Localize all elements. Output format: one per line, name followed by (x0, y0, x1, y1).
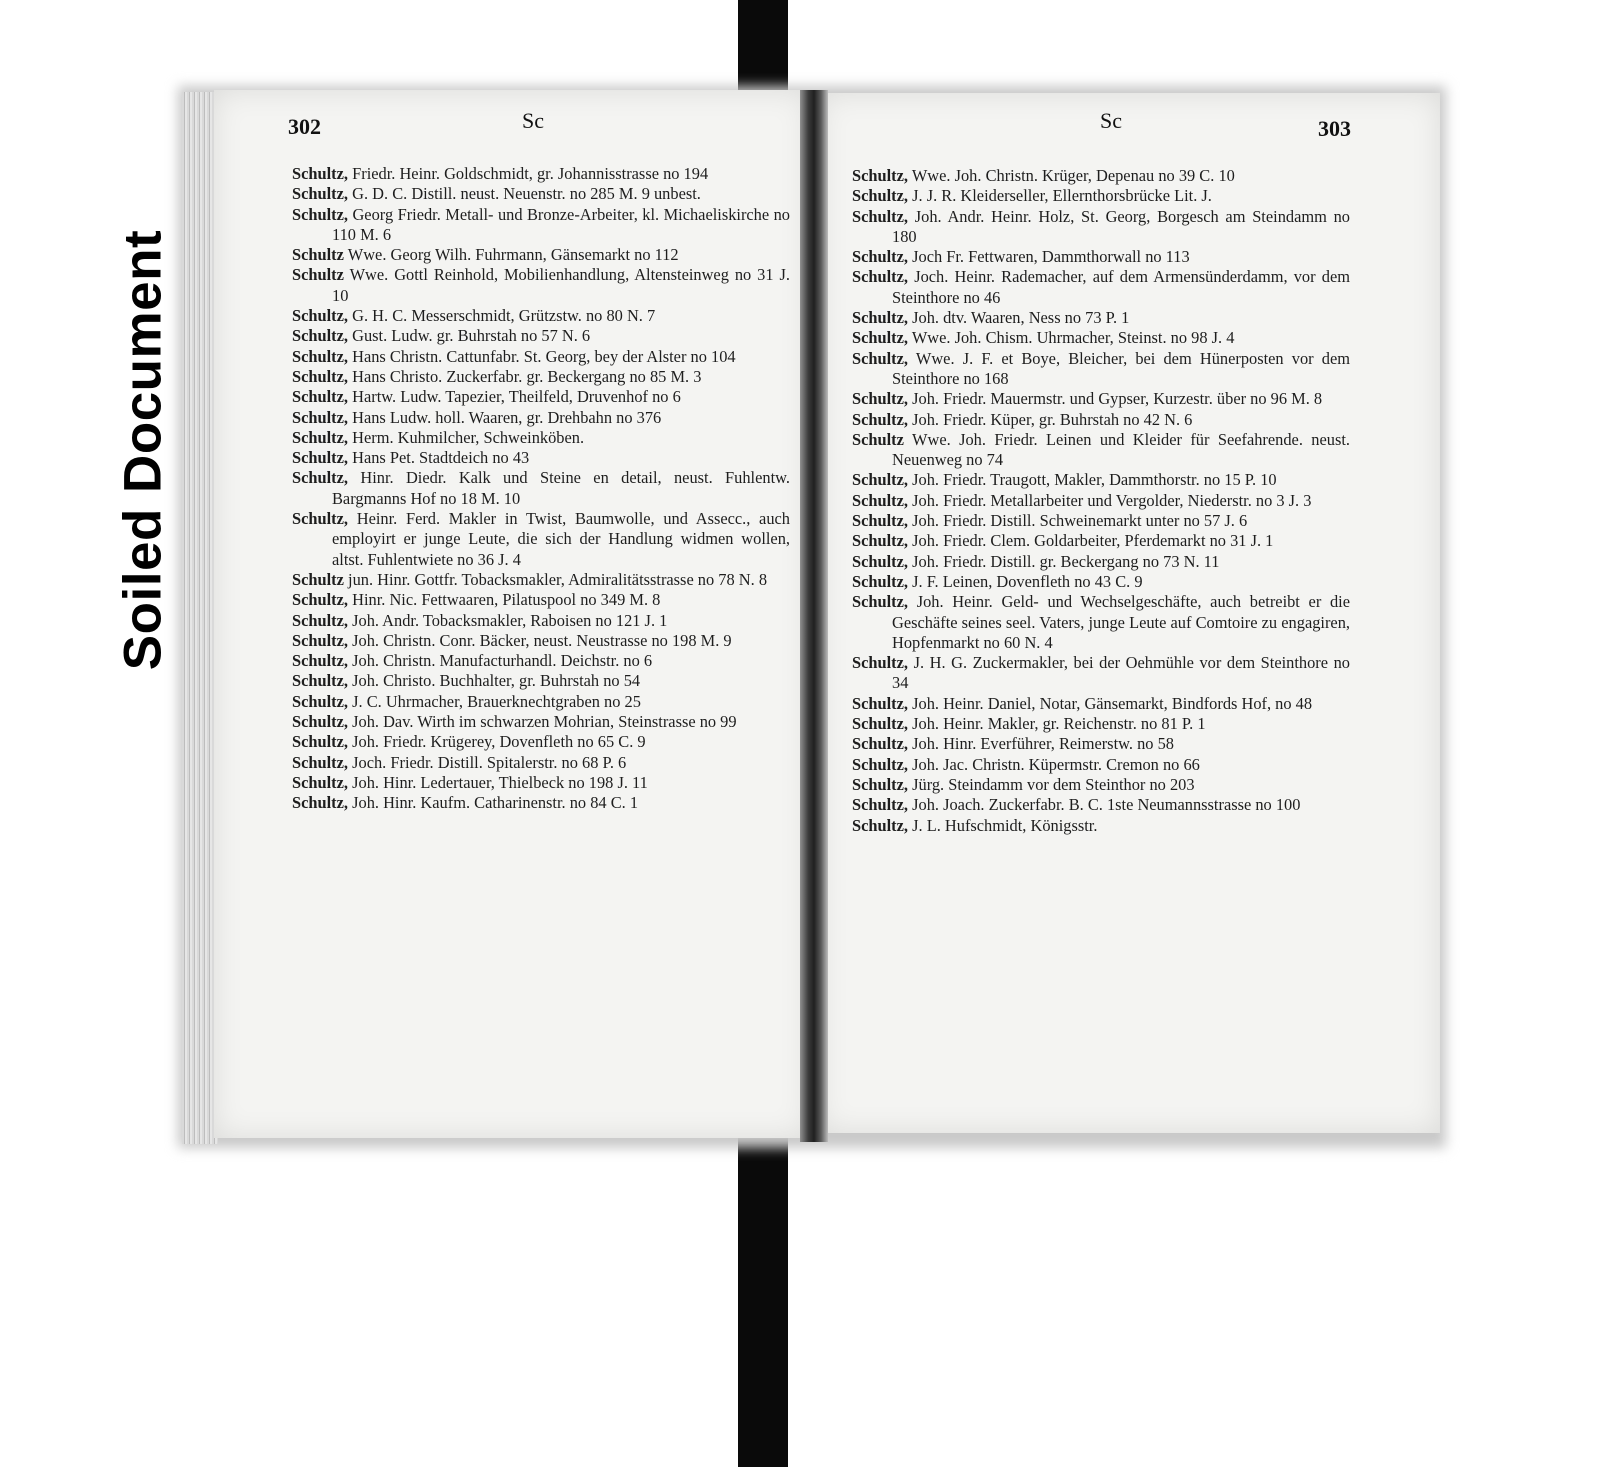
directory-entry (852, 552, 1350, 572)
directory-entry (852, 491, 1350, 511)
directory-entry (292, 671, 790, 691)
left-page-number: 302 (288, 114, 321, 139)
directory-entry (852, 531, 1350, 551)
entry-details: Joh. Hinr. Kaufm. Catharinenstr. no 84 C. 1 (352, 793, 639, 813)
entry-details: Joch Fr. Fettwaren, Dammthorwall no 113 (912, 247, 1190, 267)
entry-surname: Schultz, (852, 795, 909, 815)
directory-entry (292, 712, 790, 732)
entry-details: Hinr. Diedr. Kalk und Steine en detail, neust. Fuhlentw. Bargmanns Hof no 18 M. 10 (332, 468, 790, 508)
directory-entry (292, 773, 790, 793)
entry-surname: Schultz, (292, 387, 349, 407)
directory-entry (852, 775, 1350, 795)
directory-entry (292, 753, 790, 773)
directory-entry (852, 470, 1350, 490)
soiled-document-stamp: Soiled Document (113, 229, 173, 671)
directory-entry (292, 468, 790, 509)
entry-details: Joh. Friedr. Mauermstr. und Gypser, Kurzestr. über no 96 M. 8 (912, 389, 1323, 409)
left-directory-entries (292, 164, 790, 814)
entry-details: Gust. Ludw. gr. Buhrstah no 57 N. 6 (352, 326, 591, 346)
directory-entry (292, 387, 790, 407)
entry-surname: Schultz, (852, 267, 909, 287)
entry-surname: Schultz (292, 265, 344, 285)
entry-details: Joh. Hinr. Everführer, Reimerstw. no 58 (912, 734, 1174, 754)
directory-entry (852, 247, 1350, 267)
directory-entry (292, 326, 790, 346)
directory-entry (852, 755, 1350, 775)
entry-details: Joh. Joach. Zuckerfabr. B. C. 1ste Neumannsstrasse no 100 (912, 795, 1301, 815)
entry-surname: Schultz, (852, 470, 909, 490)
entry-surname: Schultz, (852, 551, 909, 571)
directory-entry (852, 328, 1350, 348)
entry-details: Georg Friedr. Metall- und Bronze-Arbeiter, kl. Michaeliskirche no 110 M. 6 (332, 204, 790, 244)
entry-details: Hans Pet. Stadtdeich no 43 (352, 448, 530, 468)
directory-entry (852, 572, 1350, 592)
entry-surname: Schultz, (852, 571, 909, 591)
entry-details: J. J. R. Kleiderseller, Ellernthorsbrücke Lit. J. (912, 186, 1212, 206)
directory-entry (852, 308, 1350, 328)
entry-details: Heinr. Ferd. Makler in Twist, Baumwolle, und Assecc., auch employirt er junge Leute, die sich der Handlung widmen wollen, altst. Fuhlentwiete no 36 J. 4 (332, 509, 790, 569)
directory-entry (292, 793, 790, 813)
entry-surname: Schultz, (292, 468, 349, 488)
directory-entry (852, 207, 1350, 248)
directory-entry (852, 410, 1350, 430)
entry-surname: Schultz, (292, 306, 349, 326)
entry-surname: Schultz, (292, 793, 349, 813)
entry-details: J. L. Hufschmidt, Königsstr. (912, 815, 1098, 835)
directory-entry (292, 732, 790, 752)
directory-entry (292, 651, 790, 671)
right-page-number: 303 (1318, 116, 1351, 141)
entry-details: Joh. Friedr. Clem. Goldarbeiter, Pferdemarkt no 31 J. 1 (912, 531, 1274, 551)
entry-surname: Schultz, (852, 206, 909, 226)
entry-details: Hinr. Nic. Fettwaaren, Pilatuspool no 349 M. 8 (352, 590, 661, 610)
directory-entry (852, 349, 1350, 390)
directory-entry (292, 692, 790, 712)
left-running-header: Sc (522, 108, 544, 133)
entry-surname: Schultz, (292, 448, 349, 468)
entry-details: Wwe. J. F. et Boye, Bleicher, bei dem Hünerposten vor dem Steinthore no 168 (892, 348, 1350, 388)
directory-entry (852, 653, 1350, 694)
right-directory-entries (852, 166, 1350, 836)
entry-surname: Schultz, (292, 630, 349, 650)
entry-surname: Schultz (292, 569, 344, 589)
entry-details: Jürg. Steindamm vor dem Steinthor no 203 (912, 774, 1195, 794)
entry-details: Joh. Christn. Conr. Bäcker, neust. Neustrasse no 198 M. 9 (352, 630, 732, 650)
directory-entry (852, 795, 1350, 815)
directory-entry (852, 714, 1350, 734)
directory-entry (852, 389, 1350, 409)
directory-entry (292, 509, 790, 570)
entry-surname: Schultz, (292, 366, 349, 386)
entry-surname: Schultz, (292, 772, 349, 792)
entry-surname: Schultz, (852, 815, 909, 835)
directory-entry (292, 367, 790, 387)
directory-entry (292, 184, 790, 204)
entry-details: G. D. C. Distill. neust. Neuenstr. no 285 M. 9 unbest. (352, 184, 701, 204)
entry-surname: Schultz, (852, 774, 909, 794)
directory-entry (852, 592, 1350, 653)
directory-entry (852, 267, 1350, 308)
entry-surname: Schultz, (292, 346, 349, 366)
entry-details: Joh. Andr. Tobacksmakler, Raboisen no 121 J. 1 (352, 610, 668, 630)
directory-entry (292, 408, 790, 428)
entry-details: Wwe. Joh. Friedr. Leinen und Kleider für Seefahrende. neust. Neuenweg no 74 (892, 429, 1350, 470)
entry-surname: Schultz, (852, 734, 909, 754)
entry-details: Wwe. Georg Wilh. Fuhrmann, Gänsemarkt no 112 (347, 245, 679, 265)
entry-details: Joh. dtv. Waaren, Ness no 73 P. 1 (912, 308, 1130, 328)
directory-entry (292, 631, 790, 651)
directory-entry (852, 186, 1350, 206)
entry-surname: Schultz, (292, 610, 349, 630)
page-edges (182, 92, 218, 1144)
entry-surname: Schultz, (292, 590, 349, 610)
entry-surname: Schultz, (852, 389, 909, 409)
entry-details: Joh. Friedr. Distill. Schweinemarkt unter no 57 J. 6 (912, 511, 1248, 531)
entry-details: Joh. Dav. Wirth im schwarzen Mohrian, Steinstrasse no 99 (352, 712, 737, 732)
entry-details: J. F. Leinen, Dovenfleth no 43 C. 9 (912, 571, 1143, 591)
directory-entry (292, 245, 790, 265)
entry-surname: Schultz, (292, 184, 349, 204)
entry-surname: Schultz, (292, 407, 349, 427)
entry-surname: Schultz, (852, 511, 909, 531)
entry-surname: Schultz, (292, 752, 349, 772)
entry-surname: Schultz, (852, 754, 909, 774)
directory-entry (852, 511, 1350, 531)
entry-surname: Schultz, (852, 328, 909, 348)
entry-details: jun. Hinr. Gottfr. Tobacksmakler, Admiralitätsstrasse no 78 N. 8 (348, 569, 768, 589)
entry-surname: Schultz, (852, 531, 909, 551)
directory-entry (852, 734, 1350, 754)
entry-details: Hans Christo. Zuckerfabr. gr. Beckergang no 85 M. 3 (352, 366, 702, 386)
entry-details: Joh. Friedr. Metallarbeiter und Vergolder, Niederstr. no 3 J. 3 (912, 490, 1312, 510)
entry-surname: Schultz, (852, 714, 909, 734)
entry-details: Joh. Andr. Heinr. Holz, St. Georg, Borgesch am Steindamm no 180 (892, 206, 1350, 246)
entry-details: Joh. Heinr. Daniel, Notar, Gänsemarkt, Bindfords Hof, no 48 (912, 693, 1313, 713)
entry-details: Joh. Friedr. Küper, gr. Buhrstah no 42 N. 6 (912, 409, 1193, 429)
entry-surname: Schultz, (852, 490, 909, 510)
right-running-header: Sc (1100, 108, 1122, 133)
entry-details: Wwe. Gottl Reinhold, Mobilienhandlung, Altensteinweg no 31 J. 10 (332, 265, 790, 305)
entry-details: Joch. Heinr. Rademacher, auf dem Armensünderdamm, vor dem Steinthore no 46 (892, 267, 1350, 307)
entry-surname: Schultz, (292, 509, 349, 529)
entry-surname: Schultz, (292, 712, 349, 732)
entry-surname: Schultz (852, 429, 904, 449)
binding-strip-bottom (738, 1125, 788, 1467)
directory-entry (292, 164, 790, 184)
entry-surname: Schultz, (852, 308, 909, 328)
directory-entry (852, 816, 1350, 836)
entry-surname: Schultz, (292, 732, 349, 752)
entry-surname: Schultz, (292, 164, 349, 183)
entry-details: Joch. Friedr. Distill. Spitalerstr. no 68 P. 6 (352, 752, 627, 772)
directory-entry (852, 430, 1350, 471)
entry-surname: Schultz, (852, 592, 909, 612)
entry-surname: Schultz, (292, 691, 349, 711)
entry-details: Hartw. Ludw. Tapezier, Theilfeld, Druvenhof no 6 (352, 387, 681, 407)
directory-entry (292, 611, 790, 631)
directory-entry (852, 166, 1350, 186)
entry-details: Joh. Christo. Buchhalter, gr. Buhrstah no 54 (352, 671, 641, 691)
entry-details: Herm. Kuhmilcher, Schweinköben. (352, 427, 585, 447)
entry-surname: Schultz (292, 245, 344, 265)
entry-surname: Schultz, (852, 693, 909, 713)
entry-details: Hans Christn. Cattunfabr. St. Georg, bey der Alster no 104 (352, 346, 736, 366)
entry-details: Joh. Friedr. Krügerey, Dovenfleth no 65 C. 9 (352, 732, 646, 752)
entry-surname: Schultz, (852, 166, 909, 185)
entry-surname: Schultz, (292, 671, 349, 691)
entry-details: Joh. Friedr. Traugott, Makler, Dammthorstr. no 15 P. 10 (912, 470, 1277, 490)
entry-surname: Schultz, (852, 348, 909, 368)
entry-surname: Schultz, (292, 651, 349, 671)
entry-details: Wwe. Joh. Christn. Krüger, Depenau no 39 C. 10 (911, 166, 1235, 185)
directory-entry (292, 347, 790, 367)
entry-details: Joh. Hinr. Ledertauer, Thielbeck no 198 J. 11 (352, 772, 648, 792)
entry-details: Hans Ludw. holl. Waaren, gr. Drehbahn no 376 (352, 407, 662, 427)
directory-entry (292, 205, 790, 246)
entry-details: Wwe. Joh. Chism. Uhrmacher, Steinst. no 98 J. 4 (911, 328, 1235, 348)
entry-details: Joh. Christn. Manufacturhandl. Deichstr. no 6 (352, 651, 653, 671)
entry-surname: Schultz, (852, 653, 909, 673)
entry-details: Joh. Jac. Christn. Küpermstr. Cremon no 66 (912, 754, 1200, 774)
book-gutter (800, 90, 828, 1142)
directory-entry (292, 306, 790, 326)
entry-details: J. H. G. Zuckermakler, bei der Oehmühle vor dem Steinthore no 34 (892, 653, 1350, 693)
binding-strip-top (738, 0, 788, 100)
entry-details: Joh. Heinr. Makler, gr. Reichenstr. no 81 P. 1 (912, 714, 1206, 734)
entry-surname: Schultz, (292, 326, 349, 346)
entry-surname: Schultz, (292, 427, 349, 447)
entry-details: J. C. Uhrmacher, Brauerknechtgraben no 25 (352, 691, 641, 711)
entry-details: Joh. Friedr. Distill. gr. Beckergang no 73 N. 11 (912, 551, 1220, 571)
directory-entry (292, 570, 790, 590)
directory-entry (292, 448, 790, 468)
directory-entry (292, 590, 790, 610)
entry-details: Friedr. Heinr. Goldschmidt, gr. Johannisstrasse no 194 (352, 164, 709, 183)
entry-surname: Schultz, (852, 409, 909, 429)
directory-entry (852, 694, 1350, 714)
directory-entry (292, 428, 790, 448)
entry-details: G. H. C. Messerschmidt, Grützstw. no 80 N. 7 (352, 306, 656, 326)
entry-surname: Schultz, (852, 247, 909, 267)
entry-surname: Schultz, (292, 204, 349, 224)
directory-entry (292, 265, 790, 306)
entry-surname: Schultz, (852, 186, 909, 206)
entry-details: Joh. Heinr. Geld- und Wechselgeschäfte, auch betreibt er die Geschäfte seines seel. Vaters, junge Leute auf Comtoire zu engagiren, Hopfenmarkt no 60 N. 4 (892, 592, 1350, 652)
